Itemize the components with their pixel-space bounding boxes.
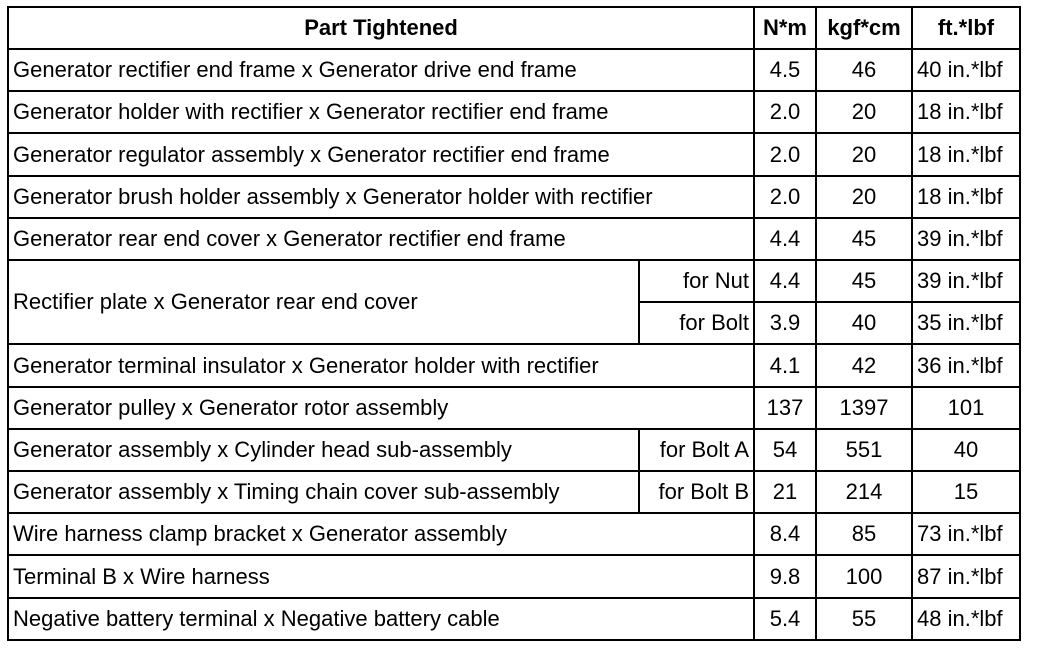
nm-cell: 4.1 xyxy=(754,344,816,386)
kgfcm-cell: 42 xyxy=(816,344,912,386)
ftlbf-cell: 48 in.*lbf xyxy=(912,598,1020,640)
part-cell: Generator assembly x Timing chain cover sub-assembly xyxy=(8,471,639,513)
nm-cell: 2.0 xyxy=(754,133,816,175)
kgfcm-cell: 551 xyxy=(816,429,912,471)
part-cell: Generator holder with rectifier x Generator rectifier end frame xyxy=(8,91,754,133)
header-part-tightened: Part Tightened xyxy=(8,7,754,49)
nm-cell: 2.0 xyxy=(754,91,816,133)
kgfcm-cell: 20 xyxy=(816,176,912,218)
nm-cell: 8.4 xyxy=(754,513,816,555)
header-nm: N*m xyxy=(754,7,816,49)
ftlbf-cell: 18 in.*lbf xyxy=(912,133,1020,175)
table-row xyxy=(8,344,1020,386)
table-row xyxy=(8,49,1020,91)
table-row xyxy=(8,471,1020,513)
ftlbf-cell: 39 in.*lbf xyxy=(912,218,1020,260)
kgfcm-cell: 45 xyxy=(816,218,912,260)
torque-spec-table xyxy=(7,6,1021,641)
part-cell: Generator rectifier end frame x Generator drive end frame xyxy=(8,49,754,91)
part-cell: Negative battery terminal x Negative battery cable xyxy=(8,598,754,640)
kgfcm-cell: 20 xyxy=(816,91,912,133)
table-row xyxy=(8,176,1020,218)
nm-cell: 9.8 xyxy=(754,555,816,597)
part-cell: Generator pulley x Generator rotor assembly xyxy=(8,387,754,429)
part-cell: Generator assembly x Cylinder head sub-assembly xyxy=(8,429,639,471)
ftlbf-cell: 35 in.*lbf xyxy=(912,302,1020,344)
nm-cell: 21 xyxy=(754,471,816,513)
header-ftlbf: ft.*lbf xyxy=(912,7,1020,49)
nm-cell: 4.5 xyxy=(754,49,816,91)
kgfcm-cell: 55 xyxy=(816,598,912,640)
nm-cell: 54 xyxy=(754,429,816,471)
part-cell: Generator regulator assembly x Generator rectifier end frame xyxy=(8,133,754,175)
table-row xyxy=(8,218,1020,260)
kgfcm-cell: 85 xyxy=(816,513,912,555)
part-cell: Terminal B x Wire harness xyxy=(8,555,754,597)
table-row xyxy=(8,91,1020,133)
kgfcm-cell: 100 xyxy=(816,555,912,597)
nm-cell: 3.9 xyxy=(754,302,816,344)
ftlbf-cell: 87 in.*lbf xyxy=(912,555,1020,597)
nm-cell: 2.0 xyxy=(754,176,816,218)
ftlbf-cell: 18 in.*lbf xyxy=(912,176,1020,218)
sub-label-cell: for Bolt A xyxy=(639,429,754,471)
kgfcm-cell: 40 xyxy=(816,302,912,344)
part-cell: Generator brush holder assembly x Generator holder with rectifier xyxy=(8,176,754,218)
table-row xyxy=(8,513,1020,555)
ftlbf-cell: 40 xyxy=(912,429,1020,471)
kgfcm-cell: 1397 xyxy=(816,387,912,429)
table-row xyxy=(8,133,1020,175)
kgfcm-cell: 45 xyxy=(816,260,912,302)
kgfcm-cell: 20 xyxy=(816,133,912,175)
table-row xyxy=(8,387,1020,429)
part-cell: Rectifier plate x Generator rear end cover xyxy=(8,260,639,344)
sub-label-cell: for Bolt xyxy=(639,302,754,344)
nm-cell: 4.4 xyxy=(754,260,816,302)
ftlbf-cell: 39 in.*lbf xyxy=(912,260,1020,302)
ftlbf-cell: 73 in.*lbf xyxy=(912,513,1020,555)
nm-cell: 4.4 xyxy=(754,218,816,260)
sub-label-cell: for Nut xyxy=(639,260,754,302)
ftlbf-cell: 40 in.*lbf xyxy=(912,49,1020,91)
table-row xyxy=(8,429,1020,471)
sub-label-cell: for Bolt B xyxy=(639,471,754,513)
ftlbf-cell: 18 in.*lbf xyxy=(912,91,1020,133)
kgfcm-cell: 46 xyxy=(816,49,912,91)
nm-cell: 137 xyxy=(754,387,816,429)
part-cell: Generator rear end cover x Generator rectifier end frame xyxy=(8,218,754,260)
table-row xyxy=(8,598,1020,640)
ftlbf-cell: 15 xyxy=(912,471,1020,513)
table-row xyxy=(8,260,1020,302)
header-kgfcm: kgf*cm xyxy=(816,7,912,49)
ftlbf-cell: 36 in.*lbf xyxy=(912,344,1020,386)
table-row xyxy=(8,555,1020,597)
ftlbf-cell: 101 xyxy=(912,387,1020,429)
nm-cell: 5.4 xyxy=(754,598,816,640)
kgfcm-cell: 214 xyxy=(816,471,912,513)
table-header-row xyxy=(8,7,1020,49)
part-cell: Generator terminal insulator x Generator holder with rectifier xyxy=(8,344,754,386)
part-cell: Wire harness clamp bracket x Generator assembly xyxy=(8,513,754,555)
